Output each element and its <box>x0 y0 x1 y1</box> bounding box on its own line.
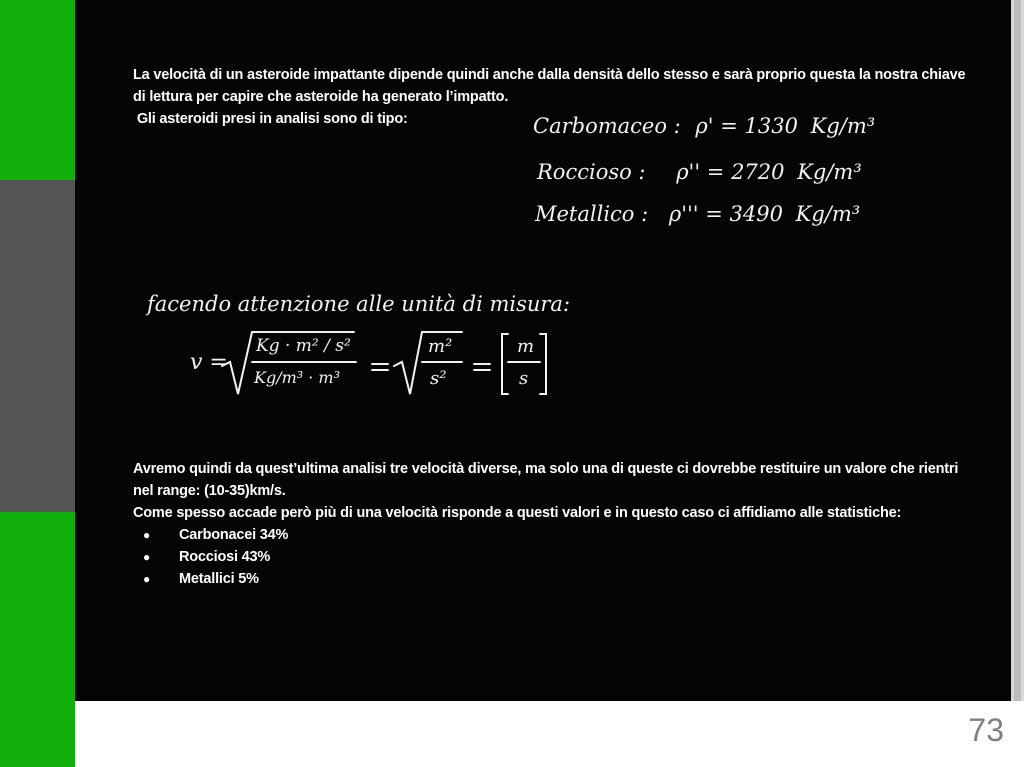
list-item: ● Rocciosi 43% <box>133 546 973 568</box>
velocity-formula <box>190 328 610 398</box>
list-item: ● Carbonacei 34% <box>133 524 973 546</box>
list-item: ● Metallici 5% <box>133 568 973 590</box>
density-value: 2720 <box>731 160 785 184</box>
formula-denominator: Kg/m³ · m³ <box>254 368 341 387</box>
density-label: Roccioso : <box>537 160 646 184</box>
density-value: 1330 <box>744 114 798 138</box>
formula-strokes <box>190 328 610 398</box>
left-gray-block <box>0 180 75 512</box>
density-value: 3490 <box>729 202 783 226</box>
density-unit: Kg/m³ <box>795 202 861 226</box>
conclusion-line-stats: Come spesso accade però più di una velocità risponde a questi valori e in questo caso ci affidiamo alle statistiche: <box>133 505 902 521</box>
density-carbonaceous <box>533 114 875 138</box>
statistics-list <box>133 524 973 590</box>
conclusion-line: Avremo quindi da quest’ultima analisi tre velocità diverse, ma solo una di queste ci dovrebbe restituire un valore che rientri nel range: (10-35)km/s. <box>133 461 959 499</box>
formula-denominator-3: s <box>519 368 529 389</box>
formula-numerator-3: m <box>517 336 535 357</box>
scrollbar-track <box>1014 0 1021 701</box>
conclusion-paragraph <box>133 458 973 590</box>
density-metallic <box>535 202 860 226</box>
density-symbol: ρ'' = <box>676 160 725 184</box>
density-symbol: ρ''' = <box>668 202 723 226</box>
intro-line: La velocità di un asteroide impattante dipende quindi anche dalla densità dello stesso e sarà proprio questa la nostra chiave di lettura per capire che asteroide ha generato l’impatto. <box>133 67 966 105</box>
density-unit: Kg/m³ <box>810 114 876 138</box>
video-scrollbar <box>1011 0 1024 701</box>
density-unit: Kg/m³ <box>797 160 862 184</box>
page-number: 73 <box>968 712 1004 748</box>
density-label: Carbomaceo : <box>533 114 681 138</box>
intro-line-types: Gli asteroidi presi in analisi sono di tipo: <box>133 111 408 127</box>
density-label: Metallico : <box>535 202 649 226</box>
formula-lhs: v = <box>190 350 228 375</box>
density-symbol: ρ' = <box>695 114 738 138</box>
density-rocky <box>537 160 862 184</box>
formula-numerator: Kg · m² / s² <box>256 336 351 356</box>
slide-blackboard <box>75 0 1011 701</box>
formula-numerator-2: m² <box>428 336 453 357</box>
formula-heading: facendo attenzione alle unità di misura: <box>147 292 571 316</box>
formula-denominator-2: s² <box>430 368 447 389</box>
